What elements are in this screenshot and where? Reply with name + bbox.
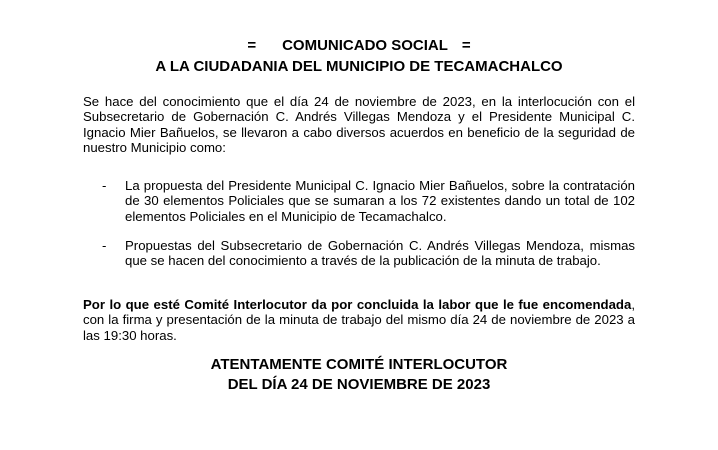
list-item-text: Propuestas del Subsecretario de Gobernación C. Andrés Villegas Mendoza, mismas que se hacen del conocimiento a través de la publicación de la minuta de trabajo. [125,238,635,269]
document-subtitle: A LA CIUDADANIA DEL MUNICIPIO DE TECAMACHALCO [155,58,563,75]
conclusion-bold-text: Por lo que esté Comité Interlocutor da por concluida la labor que le fue encomendada [83,297,632,312]
intro-paragraph: Se hace del conocimiento que el día 24 de noviembre de 2023, en la interlocución con el Subsecretario de Gobernación C. Andrés Villegas Mendoza y el Presidente Municipal C. Ignacio Mier Bañuelos, se llevaron a cabo diversos acuerdos en beneficio de la seguridad de nuestro Municipio como: [83,94,635,156]
conclusion-text: , con la firma y presentación de la minuta de trabajo del mismo día 24 de noviembre de 2023 a las 19:30 horas. [83,297,635,343]
closing-date: DEL DÍA 24 DE NOVIEMBRE DE 2023 [227,376,491,393]
list-item-text: La propuesta del Presidente Municipal C. Ignacio Mier Bañuelos, sobre la contratación de 30 elementos Policiales que se sumaran a los 72 existentes dando un total de 102 elementos Policiales en el Municipio de Tecamachalco. [125,178,635,224]
conclusion-paragraph [83,297,635,343]
title-equals-right: = [461,37,471,54]
title-text: COMUNICADO SOCIAL [282,37,448,54]
document-title [0,37,718,55]
list-item-dash: - [102,178,107,193]
title-equals-left: = [247,37,257,54]
closing-signature: ATENTAMENTE COMITÉ INTERLOCUTOR [210,356,508,373]
list-item-dash: - [102,238,107,253]
